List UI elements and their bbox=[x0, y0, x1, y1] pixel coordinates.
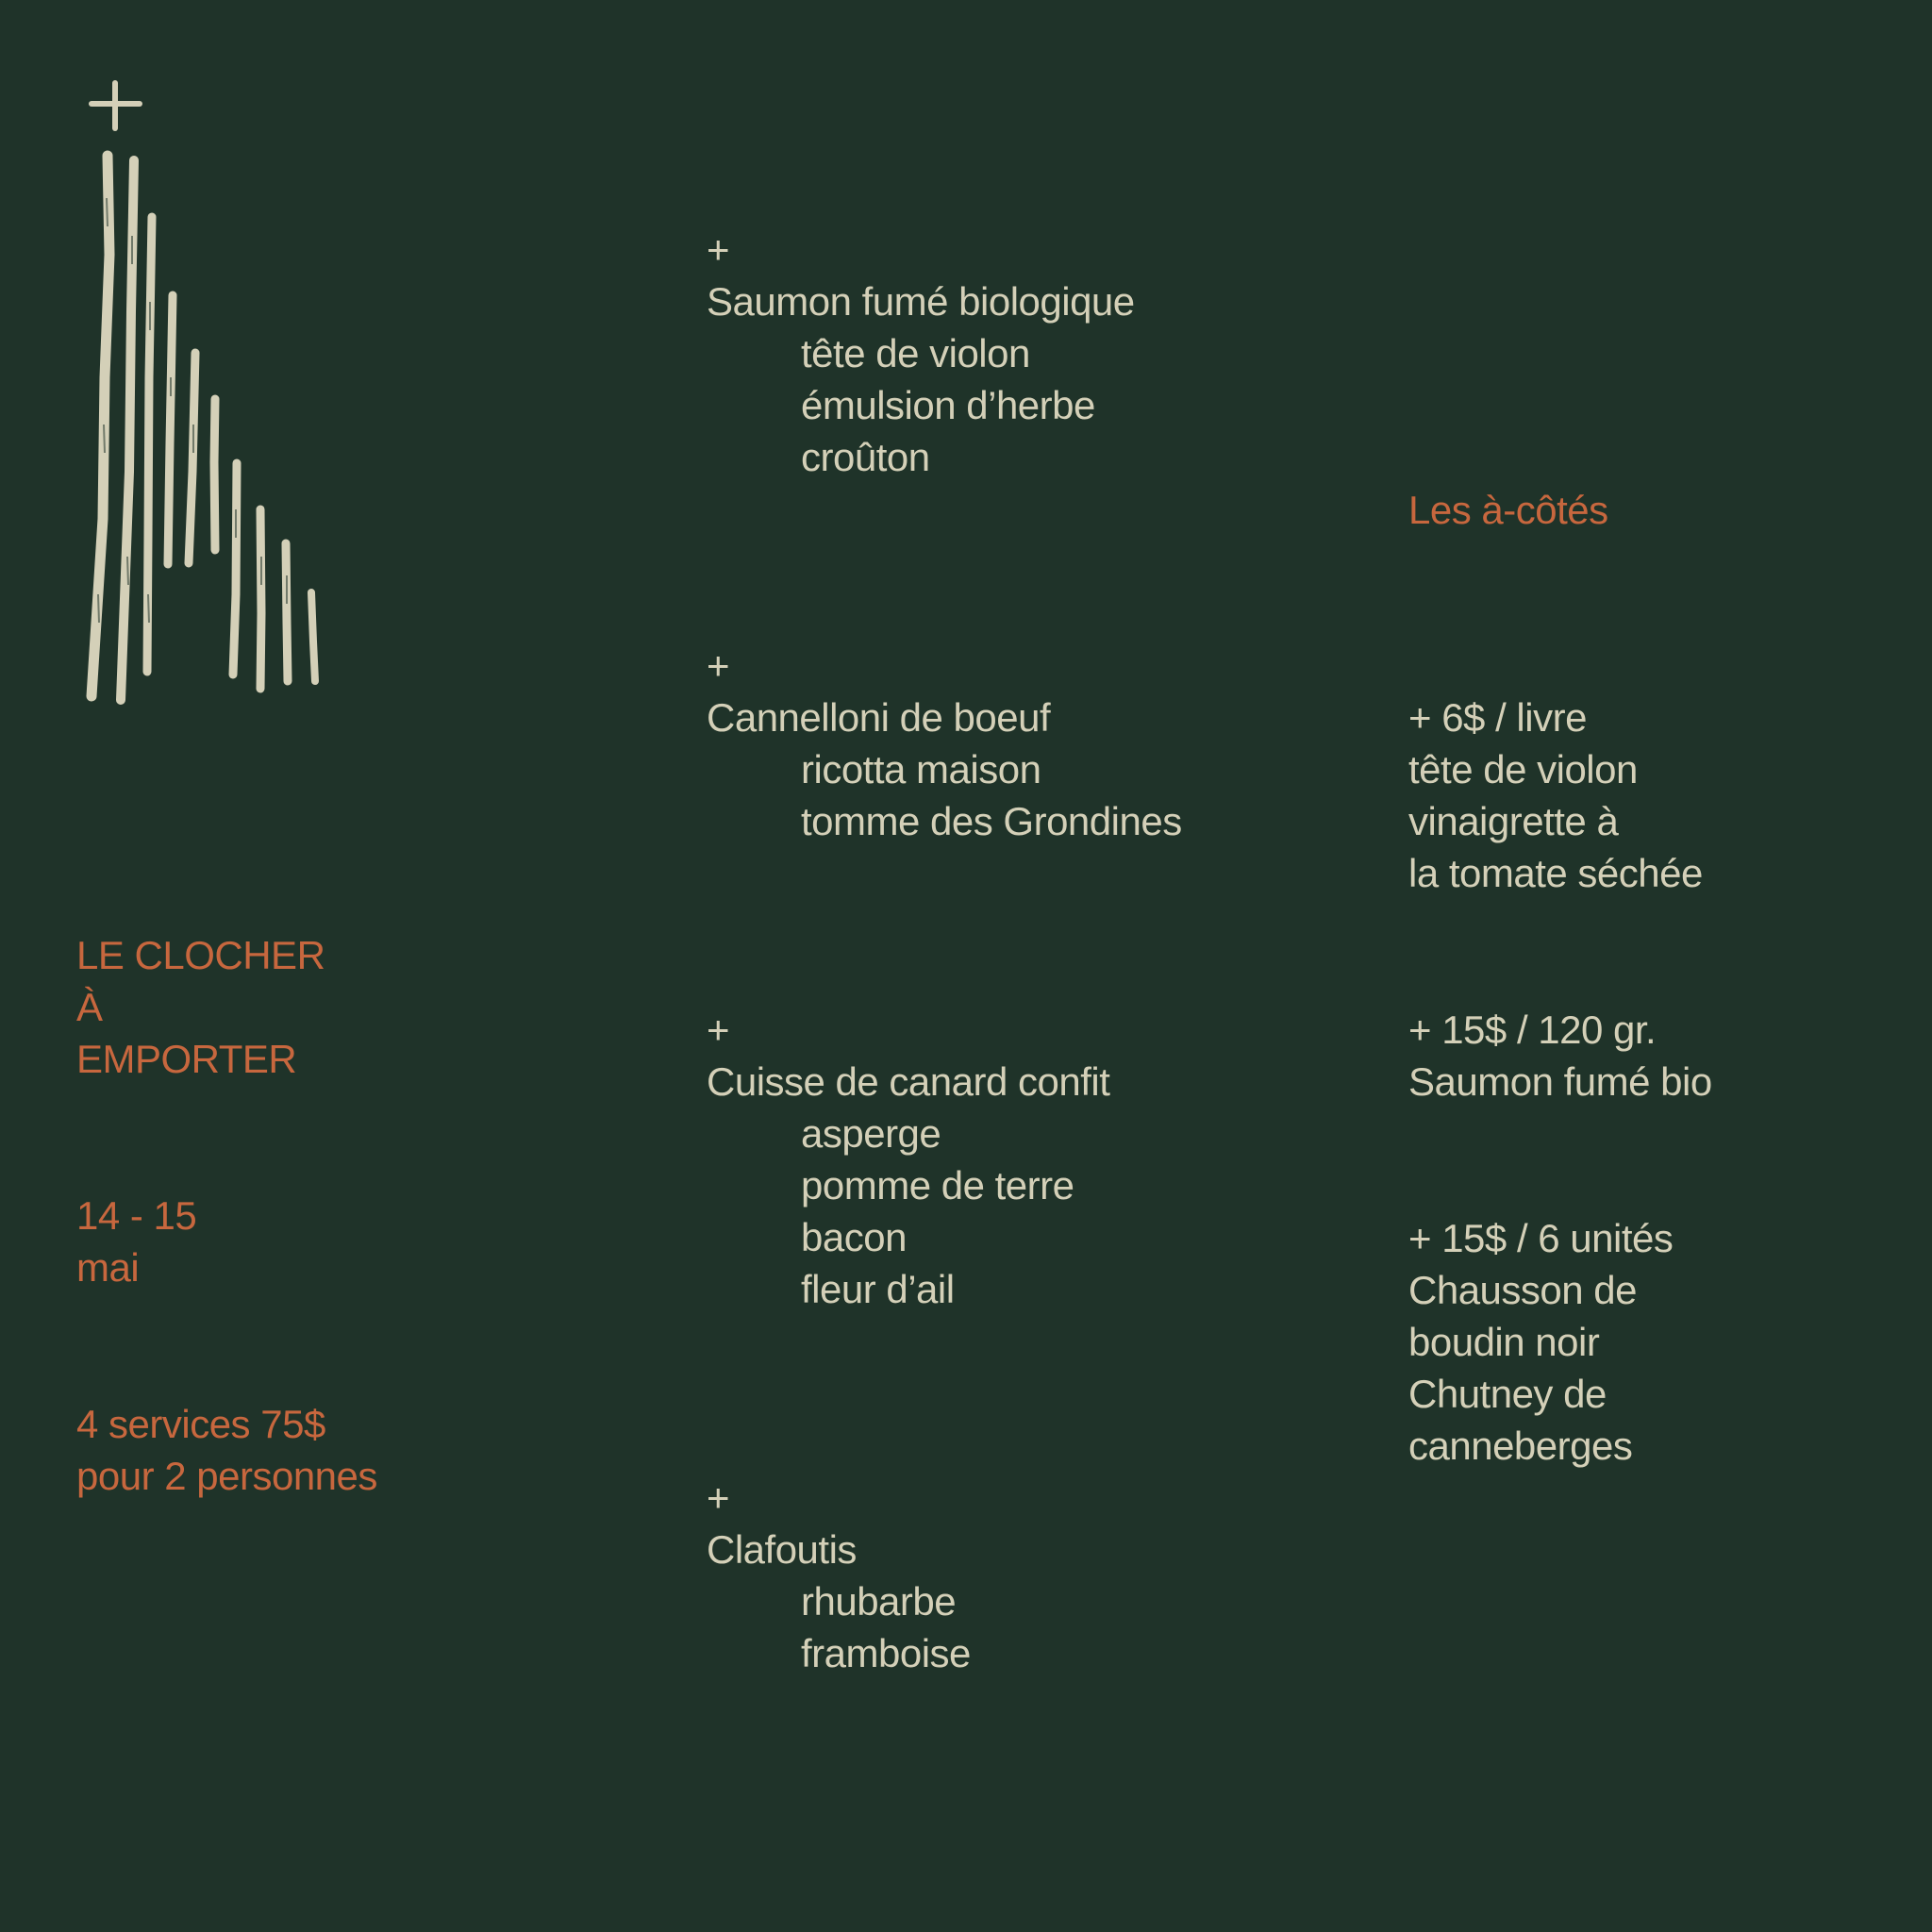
plus-marker: + bbox=[707, 643, 730, 688]
side-line: Chausson de bbox=[1408, 1268, 1638, 1312]
side-line: Chutney de bbox=[1408, 1372, 1607, 1416]
price-line: pour 2 personnes bbox=[76, 1454, 377, 1498]
dish-component: asperge bbox=[801, 1111, 941, 1156]
side-line: Saumon fumé bio bbox=[1408, 1059, 1712, 1104]
dish-component: pomme de terre bbox=[801, 1163, 1074, 1208]
course-2 bbox=[707, 640, 1182, 847]
dish-name: Clafoutis bbox=[707, 1527, 857, 1572]
side-line: canneberges bbox=[1408, 1424, 1633, 1468]
dish-component: bacon bbox=[801, 1215, 907, 1259]
sides-heading: Les à-côtés bbox=[1408, 488, 1608, 532]
event-dates bbox=[76, 1190, 196, 1293]
dish-component: fleur d’ail bbox=[801, 1267, 955, 1311]
date-line: mai bbox=[76, 1245, 140, 1290]
dish-component: croûton bbox=[801, 435, 930, 479]
dish-name: Cannelloni de boeuf bbox=[707, 695, 1051, 740]
dish-component: rhubarbe bbox=[801, 1579, 957, 1624]
date-line: 14 - 15 bbox=[76, 1193, 197, 1238]
side-line: boudin noir bbox=[1408, 1320, 1600, 1364]
title-line: À bbox=[76, 985, 103, 1029]
dish-name: Cuisse de canard confit bbox=[707, 1059, 1110, 1104]
dish-component: tête de violon bbox=[801, 331, 1030, 375]
plus-marker: + bbox=[707, 1475, 730, 1520]
side-price: + 6$ / livre bbox=[1408, 695, 1587, 740]
side-price: + 15$ / 6 unités bbox=[1408, 1216, 1674, 1260]
title-line: LE CLOCHER bbox=[76, 933, 325, 977]
side-price: + 15$ / 120 gr. bbox=[1408, 1008, 1657, 1052]
plus-marker: + bbox=[707, 1008, 730, 1052]
course-1 bbox=[707, 224, 1135, 483]
plus-marker: + bbox=[707, 227, 730, 272]
side-item-3 bbox=[1408, 1212, 1673, 1472]
dish-component: ricotta maison bbox=[801, 747, 1041, 791]
course-3 bbox=[707, 1004, 1109, 1315]
price-line: 4 services 75$ bbox=[76, 1402, 325, 1446]
side-item-1 bbox=[1408, 691, 1703, 899]
price-info bbox=[76, 1398, 377, 1502]
restaurant-title bbox=[76, 929, 325, 1085]
course-4 bbox=[707, 1472, 971, 1679]
side-item-2 bbox=[1408, 1004, 1712, 1108]
side-line: vinaigrette à bbox=[1408, 799, 1619, 843]
title-line: EMPORTER bbox=[76, 1037, 297, 1081]
dish-name: Saumon fumé biologique bbox=[707, 279, 1135, 324]
side-line: la tomate séchée bbox=[1408, 851, 1703, 895]
bell-tower-logo-icon bbox=[75, 66, 340, 708]
side-line: tête de violon bbox=[1408, 747, 1638, 791]
dish-component: tomme des Grondines bbox=[801, 799, 1182, 843]
dish-component: émulsion d’herbe bbox=[801, 383, 1095, 427]
dish-component: framboise bbox=[801, 1631, 971, 1675]
